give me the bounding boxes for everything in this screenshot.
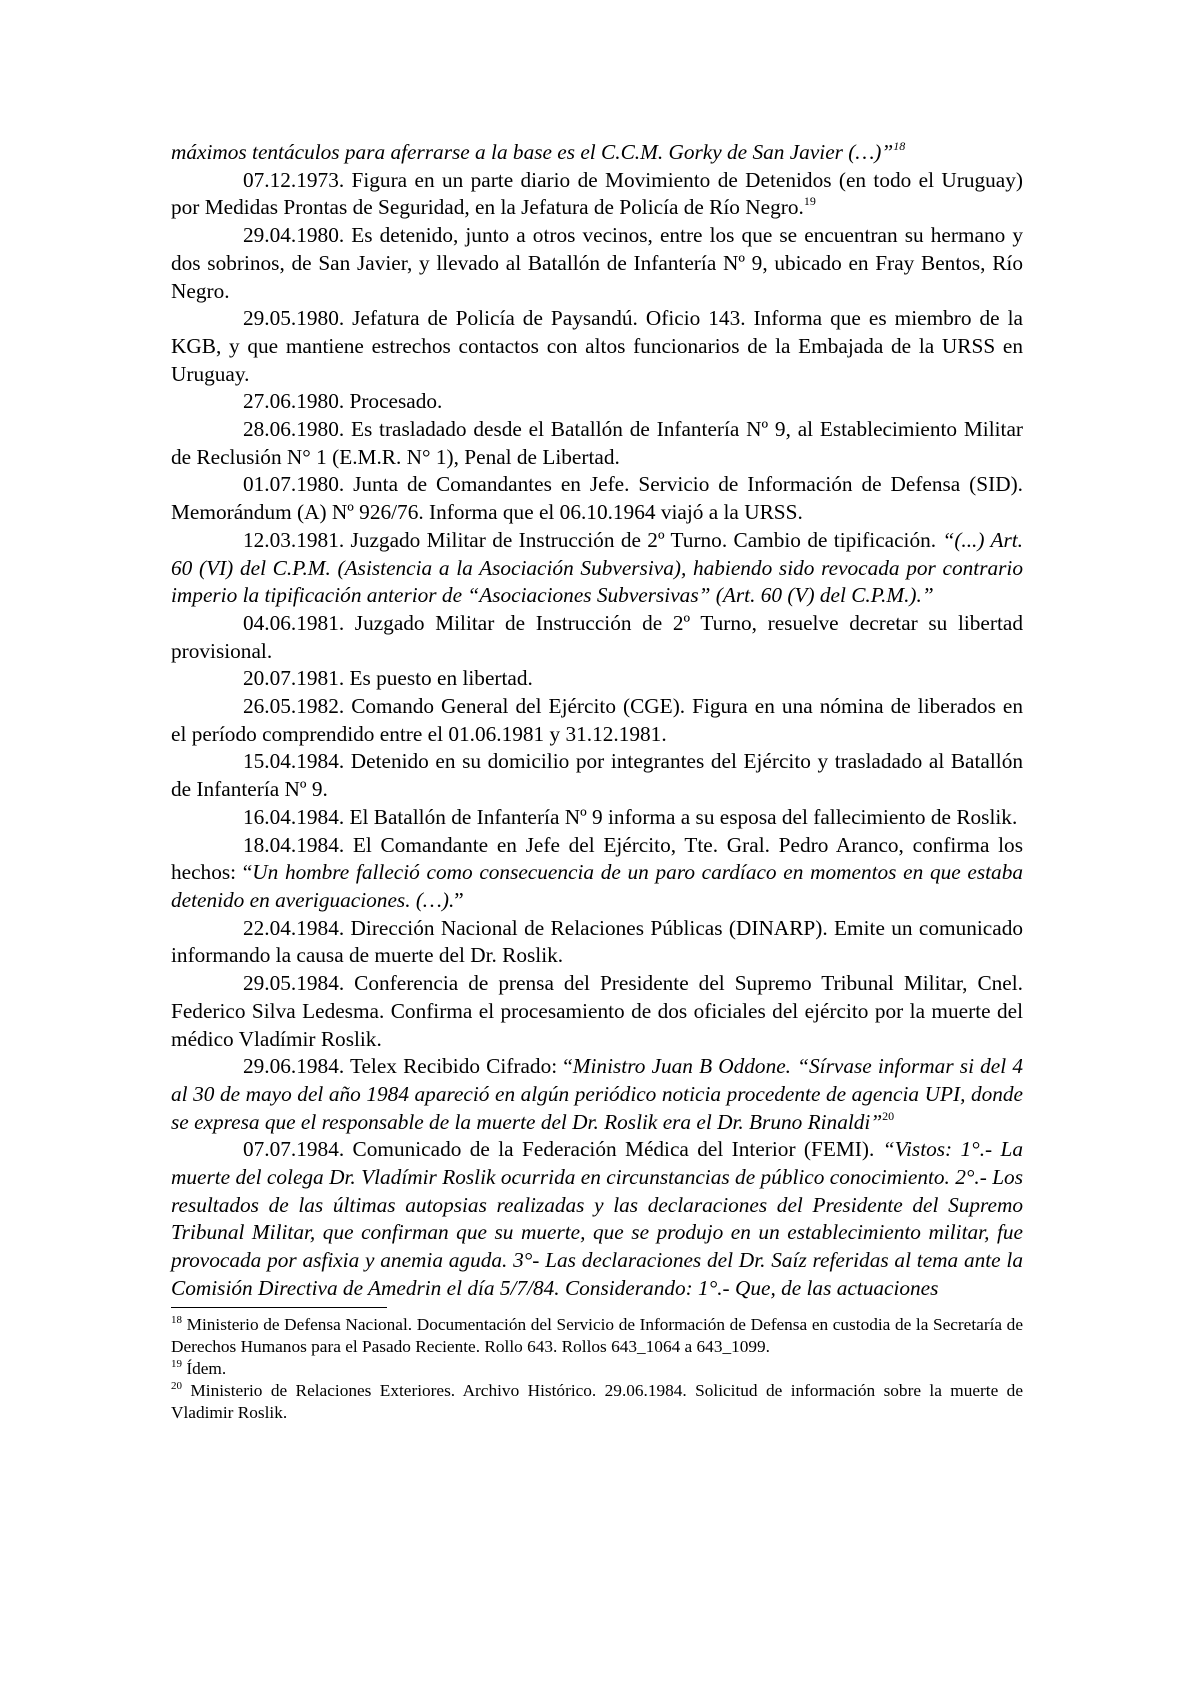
paragraph [171,388,1023,416]
italic-quote: “(...) Art. 60 (VI) del C.P.M. (Asistencia a la Asociación Subversiva), habiendo sido revocada por contrario imperio la tipificación anterior de “Asociaciones Subversivas” (Art. 60 (V) del C.P.M.).” [171,527,1023,608]
paragraph [171,665,1023,693]
paragraph-text: 20.07.1981. Es puesto en libertad. [243,666,533,691]
paragraph-continuation [171,139,1023,167]
paragraph [171,1136,1023,1302]
paragraph-text: 22.04.1984. Dirección Nacional de Relaciones Públicas (DINARP). Emite un comunicado informando la causa de muerte del Dr. Roslik. [171,915,1023,968]
paragraph [171,693,1023,748]
paragraph [171,804,1023,832]
footnote-number: 18 [171,1313,182,1326]
paragraph-text: 29.04.1980. Es detenido, junto a otros vecinos, entre los que se encuentran su hermano y dos sobrinos, de San Javier, y llevado al Batallón de Infantería Nº 9, ubicado en Fray Bentos, Río Negro. [171,223,1023,303]
paragraph-text: 07.12.1973. Figura en un parte diario de Movimiento de Detenidos (en todo el Uruguay) por Medidas Prontas de Seguridad, en la Jefatura de Policía de Río Negro. [171,167,1023,220]
paragraph-text: 26.05.1982. Comando General del Ejército (CGE). Figura en una nómina de liberados en el período comprendido entre el 01.06.1981 y 31.12.1981. [171,694,1023,746]
paragraph [171,610,1023,665]
footnote-ref: 19 [803,194,816,209]
paragraph-text: 29.05.1980. Jefatura de Policía de Paysandú. Oficio 143. Informa que es miembro de la KGB, y que mantiene estrechos contactos con altos funcionarios de la Embajada de la URSS en Uruguay. [171,306,1023,386]
paragraph [171,832,1023,915]
paragraph-text: 12.03.1981. Juzgado Militar de Instrucción de 2º Turno. Cambio de tipificación. [243,527,937,552]
paragraph [171,915,1023,970]
footnote-text: Ministerio de Defensa Nacional. Documentación del Servicio de Información de Defensa en custodia de la Secretaría de Derechos Humanos para el Pasado Reciente. Rollo 643. Rollos 643_1064 a 643_1099. [171,1314,1023,1356]
footnote-number: 20 [171,1379,182,1392]
paragraph [171,1053,1023,1136]
footnotes [171,1314,1023,1424]
paragraph [171,167,1023,222]
footnote-text: Ídem. [186,1358,227,1378]
body-text [171,139,1023,1303]
italic-quote: Un hombre falleció como consecuencia de un paro cardíaco en momentos en que estaba detenido en averiguaciones. (…). [171,860,1023,912]
footnote-text: Ministerio de Relaciones Exteriores. Archivo Histórico. 29.06.1984. Solicitud de información sobre la muerte de Vladimir Roslik. [171,1380,1023,1422]
paragraph-text: 04.06.1981. Juzgado Militar de Instrucción de 2º Turno, resuelve decretar su libertad provisional. [171,610,1023,663]
footnote-ref: 20 [882,1108,895,1123]
paragraph-text: 27.06.1980. Procesado. [243,389,443,414]
footnote [171,1358,1023,1380]
paragraph [171,970,1023,1053]
paragraph-text: 16.04.1984. El Batallón de Infantería Nº 9 informa a su esposa del fallecimiento de Roslik. [243,804,1018,829]
italic-quote: Ministro Juan B Oddone. “Sírvase informar si del 4 al 30 de mayo del año 1984 apareció en algún periódico noticia procedente de agencia UPI, donde se expresa que el responsable de la muerte del Dr. Roslik era el Dr. Bruno Rinaldi” [171,1054,1023,1134]
paragraph-tail: ” [454,887,464,912]
italic-quote: máximos tentáculos para aferrarse a la base es el C.C.M. Gorky de San Javier (…)” [171,140,894,164]
paragraph [171,527,1023,610]
paragraph [171,748,1023,803]
italic-quote: “Vistos: 1°.- La muerte del colega Dr. Vladímir Roslik ocurrida en circunstancias de público conocimiento. 2°.- Los resultados de las últimas autopsias realizadas y las declaraciones del Presidente del Supremo Tribunal Militar, que confirman que su muerte, que se produjo en un establecimiento militar, fue provocada por asfixia y anemia aguda. 3°- Las declaraciones del Dr. Saíz referidas al tema ante la Comisión Directiva de Amedrin el día 5/7/84. Considerando: 1°.- Que, de las actuaciones [171,1137,1023,1300]
footnote-ref: 18 [893,139,906,153]
paragraph-text: 29.05.1984. Conferencia de prensa del Presidente del Supremo Tribunal Militar, Cnel. Federico Silva Ledesma. Confirma el procesamiento de dos oficiales del ejército por la muerte del médico Vladímir Roslik. [171,971,1023,1051]
paragraph-text: 07.07.1984. Comunicado de la Federación Médica del Interior (FEMI). [243,1137,875,1162]
paragraph [171,471,1023,526]
paragraph-text: 01.07.1980. Junta de Comandantes en Jefe. Servicio de Información de Defensa (SID). Memorándum (A) Nº 926/76. Informa que el 06.10.1964 viajó a la URSS. [171,472,1023,525]
paragraph [171,416,1023,471]
paragraph-text: 18.04.1984. El Comandante en Jefe del Ejército, Tte. Gral. Pedro Aranco, confirma los hechos: “ [171,832,1023,885]
footnote-separator [171,1307,387,1308]
paragraph-text: 28.06.1980. Es trasladado desde el Batallón de Infantería Nº 9, al Establecimiento Militar de Reclusión N° 1 (E.M.R. N° 1), Penal de Libertad. [171,417,1023,469]
footnote-number: 19 [171,1357,182,1370]
footnote [171,1314,1023,1358]
paragraph-text: 29.06.1984. Telex Recibido Cifrado: “ [243,1054,573,1079]
paragraph [171,305,1023,388]
paragraph [171,222,1023,305]
paragraph-text: 15.04.1984. Detenido en su domicilio por integrantes del Ejército y trasladado al Batallón de Infantería Nº 9. [171,749,1023,802]
footnote [171,1380,1023,1424]
